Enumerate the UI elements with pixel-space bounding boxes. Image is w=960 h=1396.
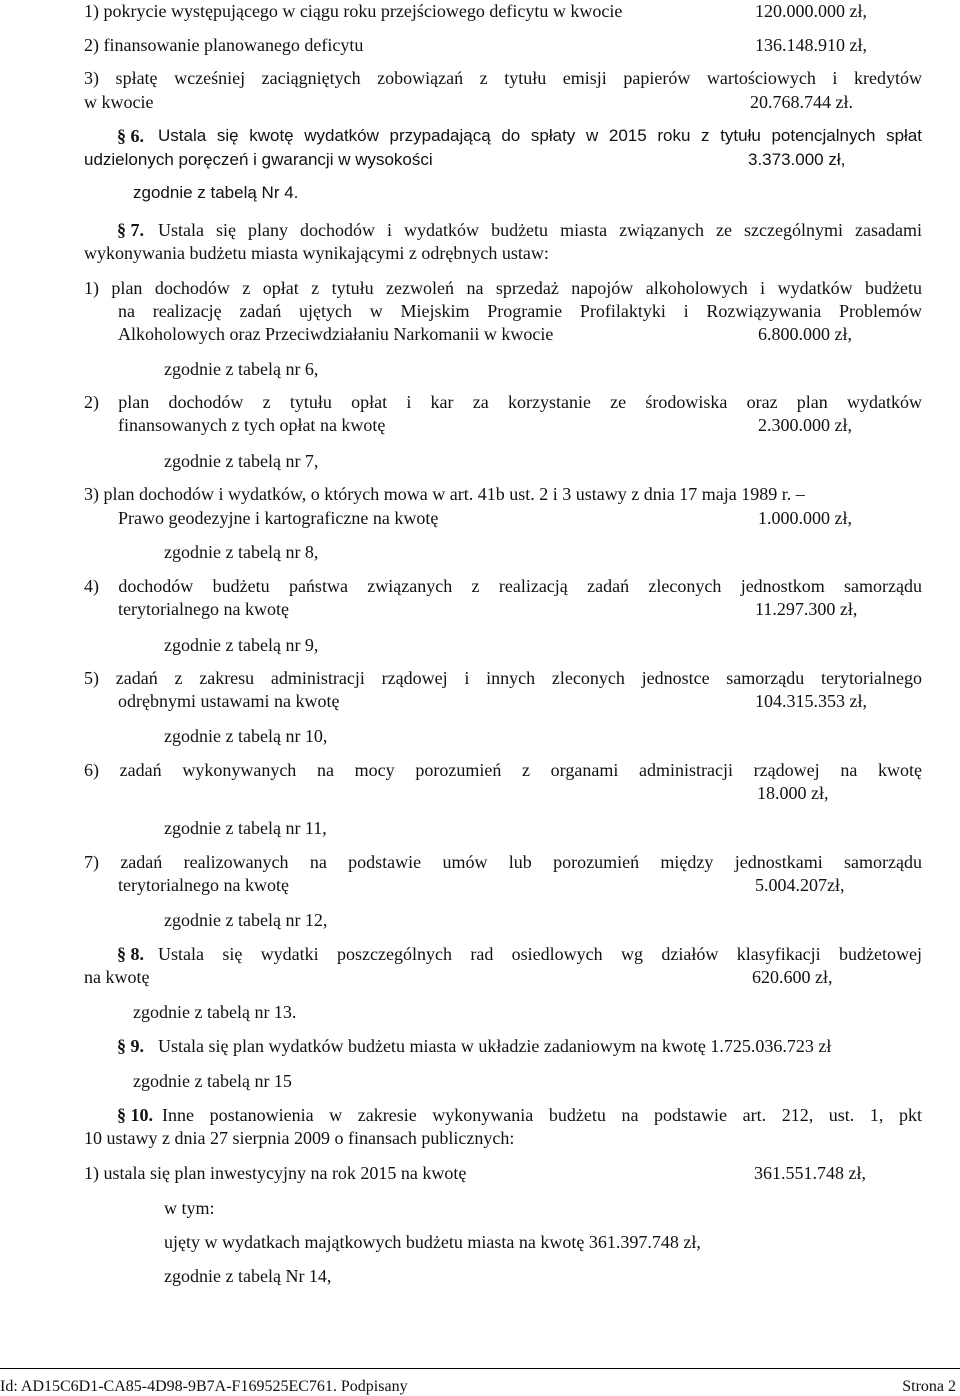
section-9-number: § 9.	[117, 1036, 144, 1056]
item-state-budget-income-cont: terytorialnego na kwotę	[118, 599, 289, 619]
table-ref-10: zgodnie z tabelą nr 10,	[164, 726, 328, 746]
item-state-budget-income: 4) dochodów budżetu państwa związanych z realizacją zadań zleconych jednostkom samorządu	[84, 576, 922, 596]
section-10-text-cont: 10 ustawy z dnia 27 sierpnia 2009 o finansach publicznych:	[84, 1128, 515, 1148]
item-agreement-tasks: 6) zadań wykonywanych na mocy porozumień z organami administracji rządowej na kwotę	[84, 760, 922, 780]
item-alcohol-plan-cont: na realizację zadań ujętych w Miejskim Programie Profilaktyki i Rozwiązywania Problemów	[118, 301, 922, 321]
amount-local-government-agreements: 5.004.207zł,	[755, 875, 845, 895]
section-6-text-cont: udzielonych poręczeń i gwarancji w wysokości	[84, 150, 433, 169]
amount-environment-plan: 2.300.000 zł,	[758, 415, 852, 435]
table-ref-9: zgodnie z tabelą nr 9,	[164, 635, 319, 655]
amount-section-8: 620.600 zł,	[752, 967, 833, 987]
table-ref-14: zgodnie z tabelą Nr 14,	[164, 1266, 332, 1286]
investment-capital-expenditure: ujęty w wydatkach majątkowych budżetu miasta na kwotę 361.397.748 zł,	[164, 1232, 701, 1252]
table-ref-13: zgodnie z tabelą nr 13.	[133, 1002, 297, 1022]
amount-alcohol-plan: 6.800.000 zł,	[758, 324, 852, 344]
item-repayment: 3) spłatę wcześniej zaciągniętych zobowiązań z tytułu emisji papierów wartościowych i kredytów	[84, 68, 922, 88]
item-alcohol-plan-cont2: Alkoholowych oraz Przeciwdziałaniu Narkomanii w kwocie	[118, 324, 554, 344]
section-10-number: § 10.	[117, 1105, 153, 1125]
section-7-number: § 7.	[117, 220, 144, 240]
amount-deficit-financing: 136.148.910 zł,	[755, 35, 867, 55]
amount-deficit-coverage: 120.000.000 zł,	[755, 1, 867, 21]
table-ref-11: zgodnie z tabelą nr 11,	[164, 818, 327, 838]
item-investment-plan: 1) ustala się plan inwestycyjny na rok 2015 na kwotę	[84, 1163, 467, 1183]
item-government-tasks-cont: odrębnymi ustawami na kwotę	[118, 691, 340, 711]
section-8-number: § 8.	[117, 944, 144, 964]
item-alcohol-plan: 1) plan dochodów z opłat z tytułu zezwoleń na sprzedaż napojów alkoholowych i wydatków budżetu	[84, 278, 922, 298]
table-ref-8: zgodnie z tabelą nr 8,	[164, 542, 319, 562]
item-government-tasks: 5) zadań z zakresu administracji rządowej i innych zleconych jednostce samorządu terytorialnego	[84, 668, 922, 688]
table-ref-7: zgodnie z tabelą nr 7,	[164, 451, 319, 471]
item-geodesy-plan: 3) plan dochodów i wydatków, o których mowa w art. 41b ust. 2 i 3 ustawy z dnia 17 maja 1989 r. –	[84, 484, 805, 504]
section-7-text-cont: wykonywania budżetu miasta wynikającymi z odrębnych ustaw:	[84, 243, 549, 263]
footer-page-number: Strona 2	[902, 1378, 956, 1395]
item-deficit-financing: 2) finansowanie planowanego deficytu	[84, 35, 364, 55]
item-repayment-cont: w kwocie	[84, 92, 154, 112]
item-geodesy-plan-cont: Prawo geodezyjne i kartograficzne na kwotę	[118, 508, 439, 528]
item-environment-plan-cont: finansowanych z tych opłat na kwotę	[118, 415, 386, 435]
item-local-government-agreements-cont: terytorialnego na kwotę	[118, 875, 289, 895]
amount-repayment: 20.768.744 zł.	[750, 92, 853, 112]
amount-agreement-tasks: 18.000 zł,	[757, 783, 829, 803]
amount-section-6: 3.373.000 zł,	[748, 150, 846, 169]
amount-government-tasks: 104.315.353 zł,	[755, 691, 867, 711]
footer-document-id: Id: AD15C6D1-CA85-4D98-9B7A-F169525EC761. Podpisany	[0, 1378, 408, 1395]
section-8-text: Ustala się wydatki poszczególnych rad osiedlowych wg działów klasyfikacji budżetowej	[158, 944, 922, 964]
amount-state-budget-income: 11.297.300 zł,	[755, 599, 858, 619]
investment-including: w tym:	[164, 1198, 215, 1218]
section-7-text: Ustala się plany dochodów i wydatków budżetu miasta związanych ze szczególnymi zasadami	[158, 220, 922, 240]
section-10-text: Inne postanowienia w zakresie wykonywania budżetu na podstawie art. 212, ust. 1, pkt	[162, 1105, 922, 1125]
page-footer	[0, 1368, 960, 1395]
section-6-text: Ustala się kwotę wydatków przypadającą do spłaty w 2015 roku z tytułu potencjalnych spłat	[158, 126, 922, 145]
table-ref-12: zgodnie z tabelą nr 12,	[164, 910, 328, 930]
section-8-text-cont: na kwotę	[84, 967, 150, 987]
section-6-number: § 6.	[117, 126, 144, 146]
section-6-table-ref: zgodnie z tabelą Nr 4.	[133, 183, 299, 202]
table-ref-6: zgodnie z tabelą nr 6,	[164, 359, 319, 379]
item-local-government-agreements: 7) zadań realizowanych na podstawie umów lub porozumień między jednostkami samorządu	[84, 852, 922, 872]
item-deficit-coverage: 1) pokrycie występującego w ciągu roku przejściowego deficytu w kwocie	[84, 1, 623, 21]
amount-geodesy-plan: 1.000.000 zł,	[758, 508, 852, 528]
section-9-text: Ustala się plan wydatków budżetu miasta w układzie zadaniowym na kwotę 1.725.036.723 zł	[158, 1036, 832, 1056]
table-ref-15: zgodnie z tabelą nr 15	[133, 1071, 292, 1091]
amount-investment-plan: 361.551.748 zł,	[754, 1163, 866, 1183]
item-environment-plan: 2) plan dochodów z tytułu opłat i kar za korzystanie ze środowiska oraz plan wydatków	[84, 392, 922, 412]
